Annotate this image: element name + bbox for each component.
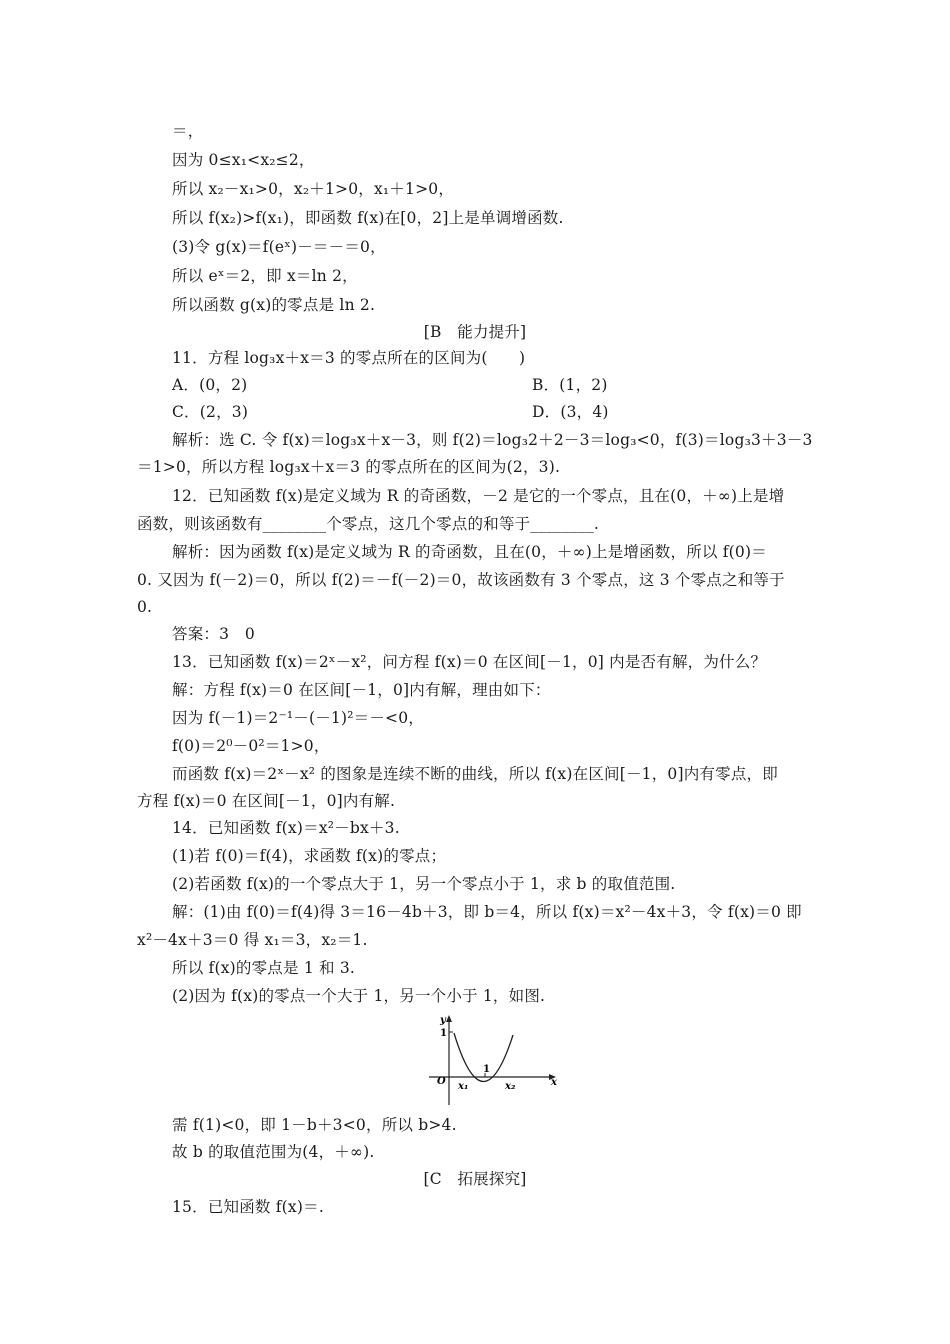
text-line: 所以函数 g(x)的零点是 ln 2.	[172, 296, 376, 314]
x-tick-label: 1	[483, 1064, 490, 1075]
question-13-solution: 因为 f(－1)＝2⁻¹－(－1)²＝－<0，	[172, 709, 424, 727]
question-12-stem: 函数，则该函数有________个零点，这几个零点的和等于________.	[137, 515, 600, 533]
text-line: 所以 eˣ＝2，即 x＝ln 2，	[172, 267, 358, 285]
question-12-stem: 12．已知函数 f(x)是定义域为 R 的奇函数，－2 是它的一个零点，且在(0，＋∞)上是增	[172, 487, 785, 505]
question-11-solution: ＝1>0，所以方程 log₃x＋x＝3 的零点所在的区间为(2，3).	[137, 458, 561, 476]
question-15-stem: 15．已知函数 f(x)＝.	[172, 1198, 324, 1216]
question-11-solution: 解析：选 C. 令 f(x)＝log₃x＋x－3，则 f(2)＝log₃2＋2－3＝log₃<0，f(3)＝log₃3＋3－3	[172, 431, 813, 449]
question-14-part-2: (2)若函数 f(x)的一个零点大于 1，另一个零点小于 1，求 b 的取值范围.	[172, 875, 676, 893]
option-b: B．(1，2)	[532, 376, 608, 394]
text-line: (3)令 g(x)＝f(eˣ)－＝－＝0，	[172, 238, 386, 256]
origin-label: O	[437, 1076, 446, 1087]
question-13-solution: 方程 f(x)＝0 在区间[－1，0]内有解.	[137, 792, 396, 810]
text-line: 所以 x₂－x₁>0，x₂＋1>0，x₁＋1>0，	[172, 180, 455, 198]
question-14-stem: 14．已知函数 f(x)＝x²－bx＋3.	[172, 819, 400, 837]
y-axis-label: y	[440, 1015, 446, 1026]
x-axis-label: x	[551, 1077, 557, 1088]
text-line: 因为 0≤x₁<x₂≤2，	[172, 151, 315, 169]
option-d: D．(3，4)	[532, 403, 609, 421]
parabola-graph	[425, 1011, 560, 1108]
question-12-solution: 解析：因为函数 f(x)是定义域为 R 的奇函数，且在(0，＋∞)上是增函数，所以 f(0)＝	[172, 543, 767, 561]
question-13-solution: 解：方程 f(x)＝0 在区间[－1，0]内有解，理由如下：	[172, 681, 551, 699]
text-line: ＝，	[172, 122, 204, 140]
y-tick-label: 1	[440, 1028, 447, 1039]
question-12-solution: 0.	[137, 598, 153, 616]
question-14-solution: (2)因为 f(x)的零点一个大于 1，另一个小于 1，如图.	[172, 987, 546, 1005]
question-14-solution: 所以 f(x)的零点是 1 和 3.	[172, 959, 356, 977]
question-13-solution: 而函数 f(x)＝2ˣ－x² 的图象是连续不断的曲线，所以 f(x)在区间[－1，0]内有零点，即	[172, 765, 778, 783]
question-13-solution: f(0)＝2⁰－0²＝1>0，	[172, 737, 330, 755]
x2-label: x₂	[505, 1081, 516, 1092]
question-14-solution: 故 b 的取值范围为(4，＋∞).	[172, 1143, 375, 1161]
question-14-solution: x²－4x＋3＝0 得 x₁＝3，x₂＝1.	[137, 931, 368, 949]
section-heading-c: [C 拓展探究]	[423, 1170, 527, 1188]
option-c: C．(2，3)	[172, 403, 249, 421]
text-line: 所以 f(x₂)>f(x₁)，即函数 f(x)在[0，2]上是单调增函数.	[172, 209, 564, 227]
question-11-stem: 11．方程 log₃x＋x＝3 的零点所在的区间为( )	[172, 349, 526, 367]
question-13-stem: 13．已知函数 f(x)＝2ˣ－x²，问方程 f(x)＝0 在区间[－1，0] 内是否有解，为什么？	[172, 653, 767, 671]
question-12-answer: 答案：3 0	[172, 625, 255, 643]
option-a: A．(0，2)	[172, 376, 248, 394]
x1-label: x₁	[458, 1081, 469, 1092]
question-14-solution: 解：(1)由 f(0)＝f(4)得 3＝16－4b＋3，即 b＝4，所以 f(x)＝x²－4x＋3，令 f(x)＝0 即	[172, 903, 802, 921]
question-12-solution: 0. 又因为 f(－2)＝0，所以 f(2)＝－f(－2)＝0，故该函数有 3 个零点，这 3 个零点之和等于	[137, 571, 785, 589]
section-heading-b: [B 能力提升]	[423, 323, 527, 341]
question-14-part-1: (1)若 f(0)＝f(4)，求函数 f(x)的零点；	[172, 847, 447, 865]
y-axis-arrow	[446, 1015, 452, 1022]
question-14-solution: 需 f(1)<0，即 1－b＋3<0，所以 b>4.	[172, 1116, 457, 1134]
